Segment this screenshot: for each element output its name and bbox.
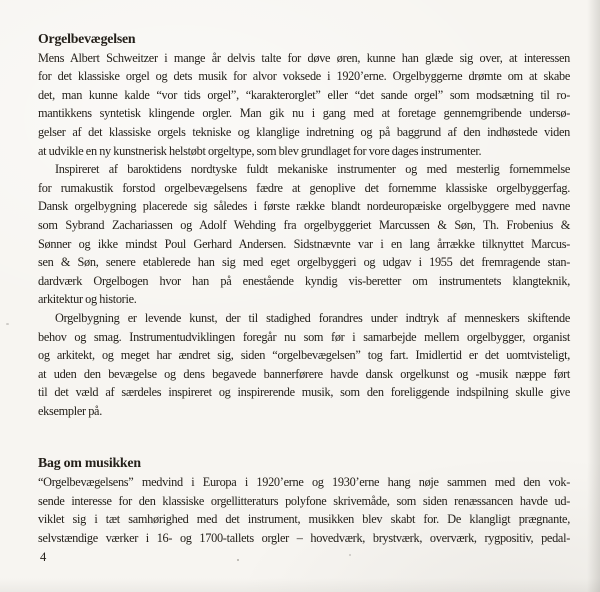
text-line: Sønner og ikke mindst Poul Gerhard Andersen. Sidstnævnte var i en lang årrække tilknyttet Marcus- — [38, 236, 570, 251]
text-line: “Orgelbevægelsens” medvind i Europa i 1920’erne og 1930’erne hang nøje sammen med den vok- — [38, 475, 570, 490]
scan-speck — [237, 559, 239, 561]
text-line: for rumakustik forstod orgelbevægelsens fædre at genoplive det fornemme klassiske orgelbyggerfag. — [38, 180, 570, 195]
text-line: som Sybrand Zachariassen og Adolf Wehding fra orgelbyggeriet Marcussen & Søn, Th. Frobenius & — [38, 217, 570, 232]
text-line: det, man kunne kalde “vor tids orgel”, “karakterorglet” eller “det sande orgel” som modsætning til ro- — [38, 87, 570, 102]
text-line: arkitektur og historie. — [38, 292, 137, 307]
section-heading: Bag om musikken — [38, 455, 141, 471]
page-number: 4 — [40, 550, 47, 564]
section-heading: Orgelbevægelsen — [38, 31, 136, 46]
text-line: gelser af det klassiske orgels tekniske og klanglige indretning og på baggrund af den indhøstede viden — [38, 124, 570, 139]
text-line: behov og smag. Instrumentudviklingen foregår nu som før i samarbejde mellem orgelbygger, organist — [38, 329, 570, 344]
text-line: sen & Søn, senere etablerede han sig med eget orgelbyggeri og udgav i 1955 det fremragende stan- — [38, 255, 570, 270]
text-line: og arkitekt, og meget har ændret sig, siden “orgelbevægelsen” tog fart. Imidlertid er det uomtvisteligt, — [38, 348, 570, 363]
text-line: Mens Albert Schweitzer i mange år delvis talte for døve øren, kunne han glæde sig over, at interessen — [38, 50, 570, 65]
text-line: til det væld af særdeles inspireret og inspirerende musik, som den foreliggende indspilning skulle give — [38, 385, 570, 400]
text-line: at uden den bevægelse og dens begavede bannerførere havde dansk orgelkunst og -musik næppe ført — [38, 366, 570, 381]
text-line: sende interesse for den klassiske orgellitteraturs polyfone skrivemåde, som siden renæssancen havde ud- — [38, 493, 570, 508]
paragraph — [38, 160, 570, 309]
text-line: viklet sig i tæt samhørighed med det instrument, musikken blev skabt for. De klangligt prægnante, — [38, 512, 570, 527]
text-line: dardværk Orgelbogen hvor han på enestående kyndig vis-beretter om instrumentets klangteknik, — [38, 273, 570, 288]
text-line: mantikkens syntetisk klingende orgler. Man gik nu i gang med at foretage gennemgribende undersø- — [38, 106, 570, 121]
section — [38, 454, 570, 547]
text-line: for det klassiske orgel og dets musik for alvor voksede i 1920’erne. Orgelbyggerne drømte om at skabe — [38, 69, 570, 84]
section — [38, 30, 570, 420]
scan-right-shadow — [587, 0, 600, 592]
paragraph — [38, 49, 570, 161]
scan-speck — [349, 554, 351, 556]
text-line: at udvikle en ny kunstnerisk helstøbt orgeltype, som blev grundlaget for vore dages instrumenter. — [38, 143, 482, 158]
paragraph — [38, 473, 570, 547]
text-line: Inspireret af baroktidens nordtyske fuldt mekaniske instrumenter og med mesterlig fornemmelse — [55, 162, 570, 177]
paragraph — [38, 309, 570, 421]
scan-speck — [6, 323, 9, 325]
text-line: Dansk orgelbygning placerede sig således i første række blandt nordeuropæiske orgelbyggere med navne — [38, 199, 570, 214]
scan-bottom-shadow — [0, 578, 600, 592]
text-line: eksempler på. — [38, 403, 102, 418]
text-block — [38, 30, 570, 547]
text-line: selvstændige værker i 16- og 1700-tallets orgler – hovedværk, brystværk, overværk, rygpositiv, pedal- — [38, 530, 570, 545]
text-line: Orgelbygning er levende kunst, der til stadighed forandres under indtryk af menneskers skiftende — [55, 310, 570, 325]
